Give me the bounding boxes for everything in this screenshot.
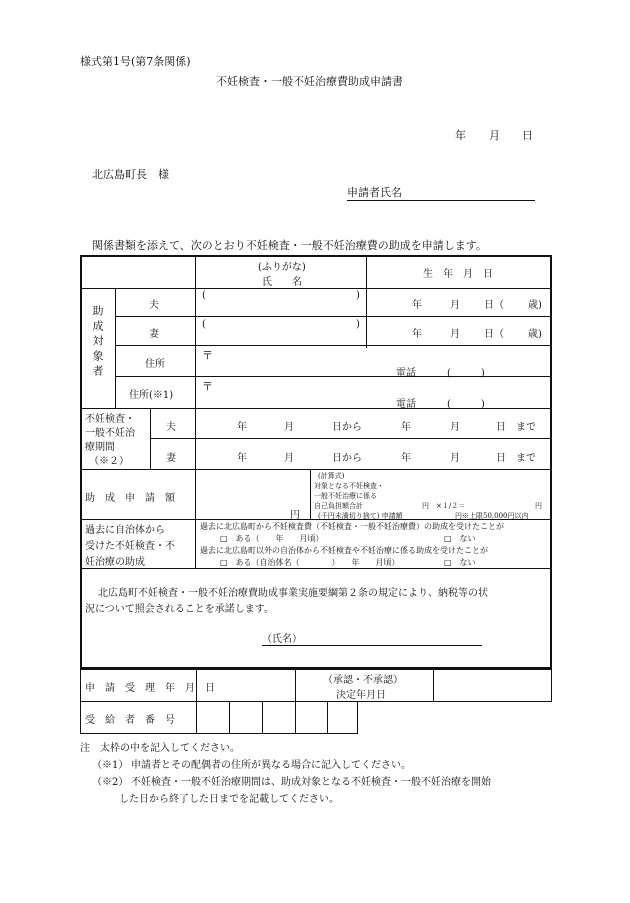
consent-text-1: 北広島町不妊検査・一般不妊治療費助成事業実施要綱第２条の規定により、納税等の状	[98, 588, 488, 599]
phone2-label: 電話	[396, 399, 416, 410]
phone-label: 電話	[396, 368, 416, 379]
applicant-name-field[interactable]	[347, 184, 535, 201]
husband-label: 夫	[149, 300, 159, 311]
form-number: 様式第1号(第7条関係)	[80, 55, 191, 68]
address-label: 住所	[145, 359, 165, 370]
past1-no-checkbox[interactable]: □ ない	[444, 534, 476, 543]
husband-birth-year: 年	[412, 300, 422, 311]
address2-label: 住所(※1)	[129, 390, 174, 401]
note-2-line-2: した日から終了した日までを記載してください。	[119, 794, 339, 805]
note-2-line-1: 不妊検査・一般不妊治療期間は、助成対象となる不妊検査・一般不妊治療を開始	[131, 777, 491, 788]
amount-yen: 円	[290, 510, 300, 521]
applicant-label: 申請者氏名	[347, 186, 402, 199]
wife-name-field[interactable]: (	[202, 319, 206, 330]
wife-label: 妻	[149, 329, 159, 340]
note-main: 注 太枠の中を記入してください。	[80, 743, 240, 754]
subject-label: 助成対象者	[91, 305, 104, 380]
consent-text-2: 況について照会されることを承諾します。	[85, 604, 274, 615]
consent-name-field[interactable]: （氏名）	[262, 630, 482, 646]
date-day: 日	[522, 129, 533, 142]
phone2-field[interactable]: ( )	[447, 399, 485, 410]
date-year: 年	[455, 129, 466, 142]
intro-text: 関係書類を添えて、次のとおり不妊検査・一般不妊治療費の助成を申請します。	[92, 239, 487, 252]
address2-field[interactable]: 〒	[202, 380, 213, 393]
husband-name-field[interactable]: (	[202, 290, 206, 301]
past1-yes-checkbox[interactable]: □ ある（ 年 月頃）	[220, 534, 324, 543]
receipt-date-label: 申 請 受 理 年 月 日	[85, 683, 215, 694]
approval-label-1: （承認・不承認）	[323, 675, 403, 686]
past2-no-checkbox[interactable]: □ ない	[444, 558, 476, 567]
page-title: 不妊検査・一般不妊治療費助成申請書	[216, 75, 403, 88]
birthdate-label: 生 年 月 日	[423, 269, 493, 280]
approval-label-2: 決定年月日	[336, 690, 386, 701]
past2-yes-checkbox[interactable]: □ ある（自治体名（ ） 年 月頃）	[220, 558, 400, 567]
phone-field[interactable]: ( )	[447, 368, 485, 379]
note-1: 申請者とその配偶者の住所が異なる場合に記入してください。	[131, 760, 411, 771]
furigana-label: (ふりがな)	[258, 262, 306, 273]
addressee: 北広島町長 様	[92, 168, 169, 181]
address-field[interactable]: 〒	[202, 349, 213, 362]
name-label: 氏 名	[262, 277, 302, 288]
amount-label: 助 成 申 請 額	[85, 493, 175, 504]
date-month: 月	[489, 129, 500, 142]
recipient-number-label: 受 給 者 番 号	[85, 715, 175, 726]
